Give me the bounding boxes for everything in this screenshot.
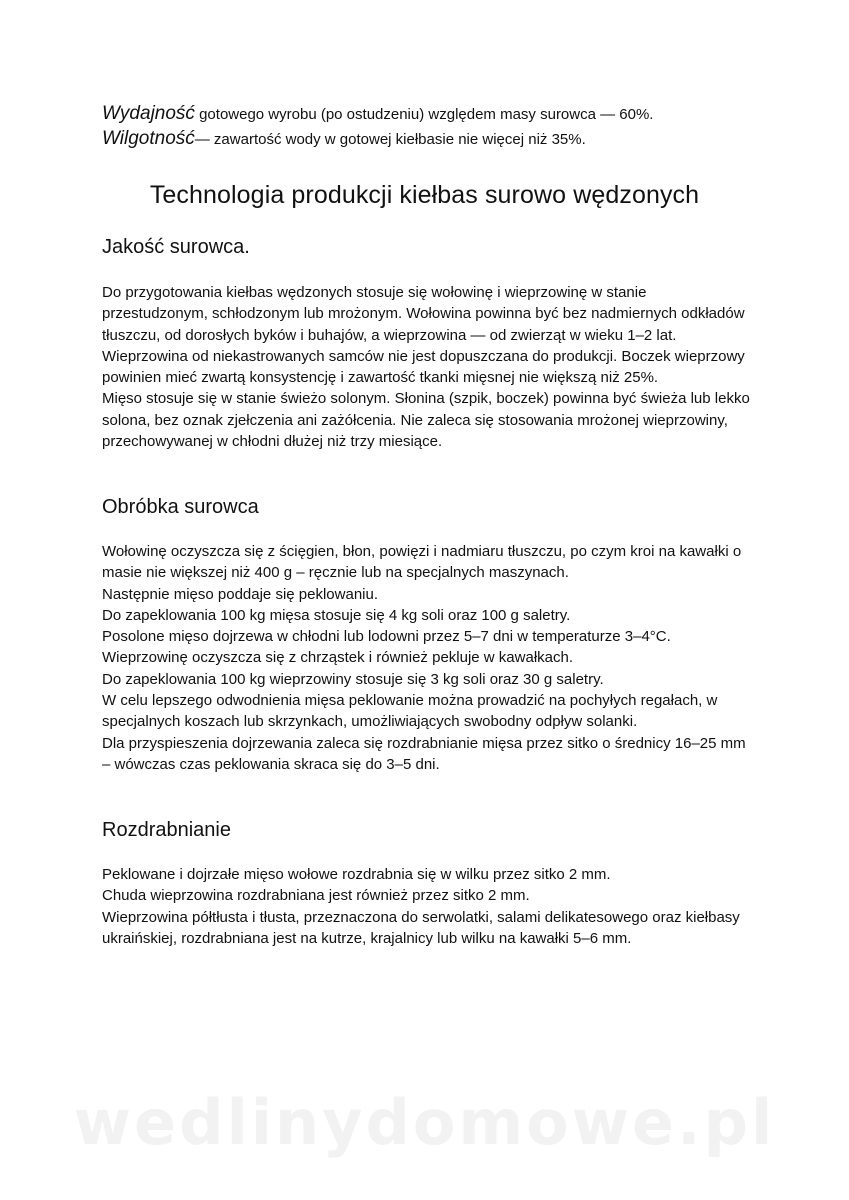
- yield-term: Wydajność: [102, 103, 195, 124]
- paragraph: Do zapeklowania 100 kg wieprzowiny stosuje się 3 kg soli oraz 30 g saletry.: [102, 670, 604, 688]
- section-heading: Obróbka surowca: [102, 496, 259, 518]
- paragraph: Peklowane i dojrzałe mięso wołowe rozdrabnia się w wilku przez sitko 2 mm.: [102, 866, 611, 883]
- paragraph: Wołowinę oczyszcza się z ścięgien, błon, powięzi i nadmiaru tłuszczu, po czym kroi na kawałki o masie nie większej niż 400 g – ręcznie lub na specjalnych maszynach.: [102, 543, 742, 582]
- section-grinding: [102, 816, 752, 949]
- section-raw-material-quality: [102, 233, 752, 452]
- page-title: Technologia produkcji kiełbas surowo wędzonych: [149, 181, 700, 209]
- watermark: wedlinydomowe.pl: [73, 1086, 776, 1159]
- section-body: [102, 282, 752, 452]
- yield-line: [102, 102, 762, 127]
- section-heading: Rozdrabnianie: [102, 819, 231, 841]
- paragraph: Posolone mięso dojrzewa w chłodni lub lodowni przez 5–7 dni w temperaturze 3–4°C.: [102, 628, 671, 646]
- moisture-term: Wilgotność: [102, 128, 195, 149]
- section-heading: Jakość surowca.: [102, 236, 250, 258]
- moisture-line: [102, 127, 762, 152]
- yield-text: gotowego wyrobu (po ostudzeniu) względem masy surowca — 60%.: [194, 106, 654, 123]
- paragraph: Do zapeklowania 100 kg mięsa stosuje się 4 kg soli oraz 100 g saletry.: [102, 606, 571, 624]
- paragraph: Dla przyspieszenia dojrzewania zaleca się rozdrabnianie mięsa przez sitko o średnicy 16–25 mm – wówczas czas peklowania skraca się do 3–5 dni.: [102, 734, 746, 773]
- section-body: [102, 541, 752, 775]
- paragraph: Mięso stosuje się w stanie świeżo solonym. Słonina (szpik, boczek) powinna być świeża lub lekko solona, bez oznak zjełczenia ani zażółcenia. Nie zaleca się stosowania mrożonej wieprzowiny, przechowywanej w chłodni dłużej niż trzy miesiące.: [102, 390, 750, 451]
- paragraph: Chuda wieprzowina rozdrabniana jest również przez sitko 2 mm.: [102, 887, 530, 905]
- paragraph: Wieprzowinę oczyszcza się z chrząstek i również pekluje w kawałkach.: [102, 649, 574, 667]
- paragraph: Do przygotowania kiełbas wędzonych stosuje się wołowinę i wieprzowinę w stanie przestudzonym, schłodzonym lub mrożonym. Wołowina powinna być bez nadmiernych odkładów tłuszczu, od dorosłych byków i buhajów, a wieprzowina — od zwierząt w wieku 1–2 lat. Wieprzowina od niekastrowanych samców nie jest dopuszczana do produkcji. Boczek wieprzowy powinien mieć zwartą konsystencję i zawartość tkanki mięsnej nie większą niż 25%.: [102, 284, 745, 387]
- section-raw-material-processing: [102, 493, 752, 775]
- intro-block: [102, 102, 762, 152]
- paragraph: Wieprzowina półtłusta i tłusta, przeznaczona do serwolatki, salami delikatesowego oraz kiełbasy ukraińskiej, rozdrabniana jest na kutrze, krajalnicy lub wilku na kawałki 5–6 mm.: [102, 908, 740, 947]
- paragraph: Następnie mięso poddaje się peklowaniu.: [102, 585, 379, 603]
- moisture-text: — zawartość wody w gotowej kiełbasie nie więcej niż 35%.: [194, 131, 586, 148]
- section-body: [102, 864, 752, 949]
- paragraph: W celu lepszego odwodnienia mięsa peklowanie można prowadzić na pochyłych regałach, w specjalnych koszach lub skrzynkach, umożliwiających swobodny odpływ solanki.: [102, 692, 718, 731]
